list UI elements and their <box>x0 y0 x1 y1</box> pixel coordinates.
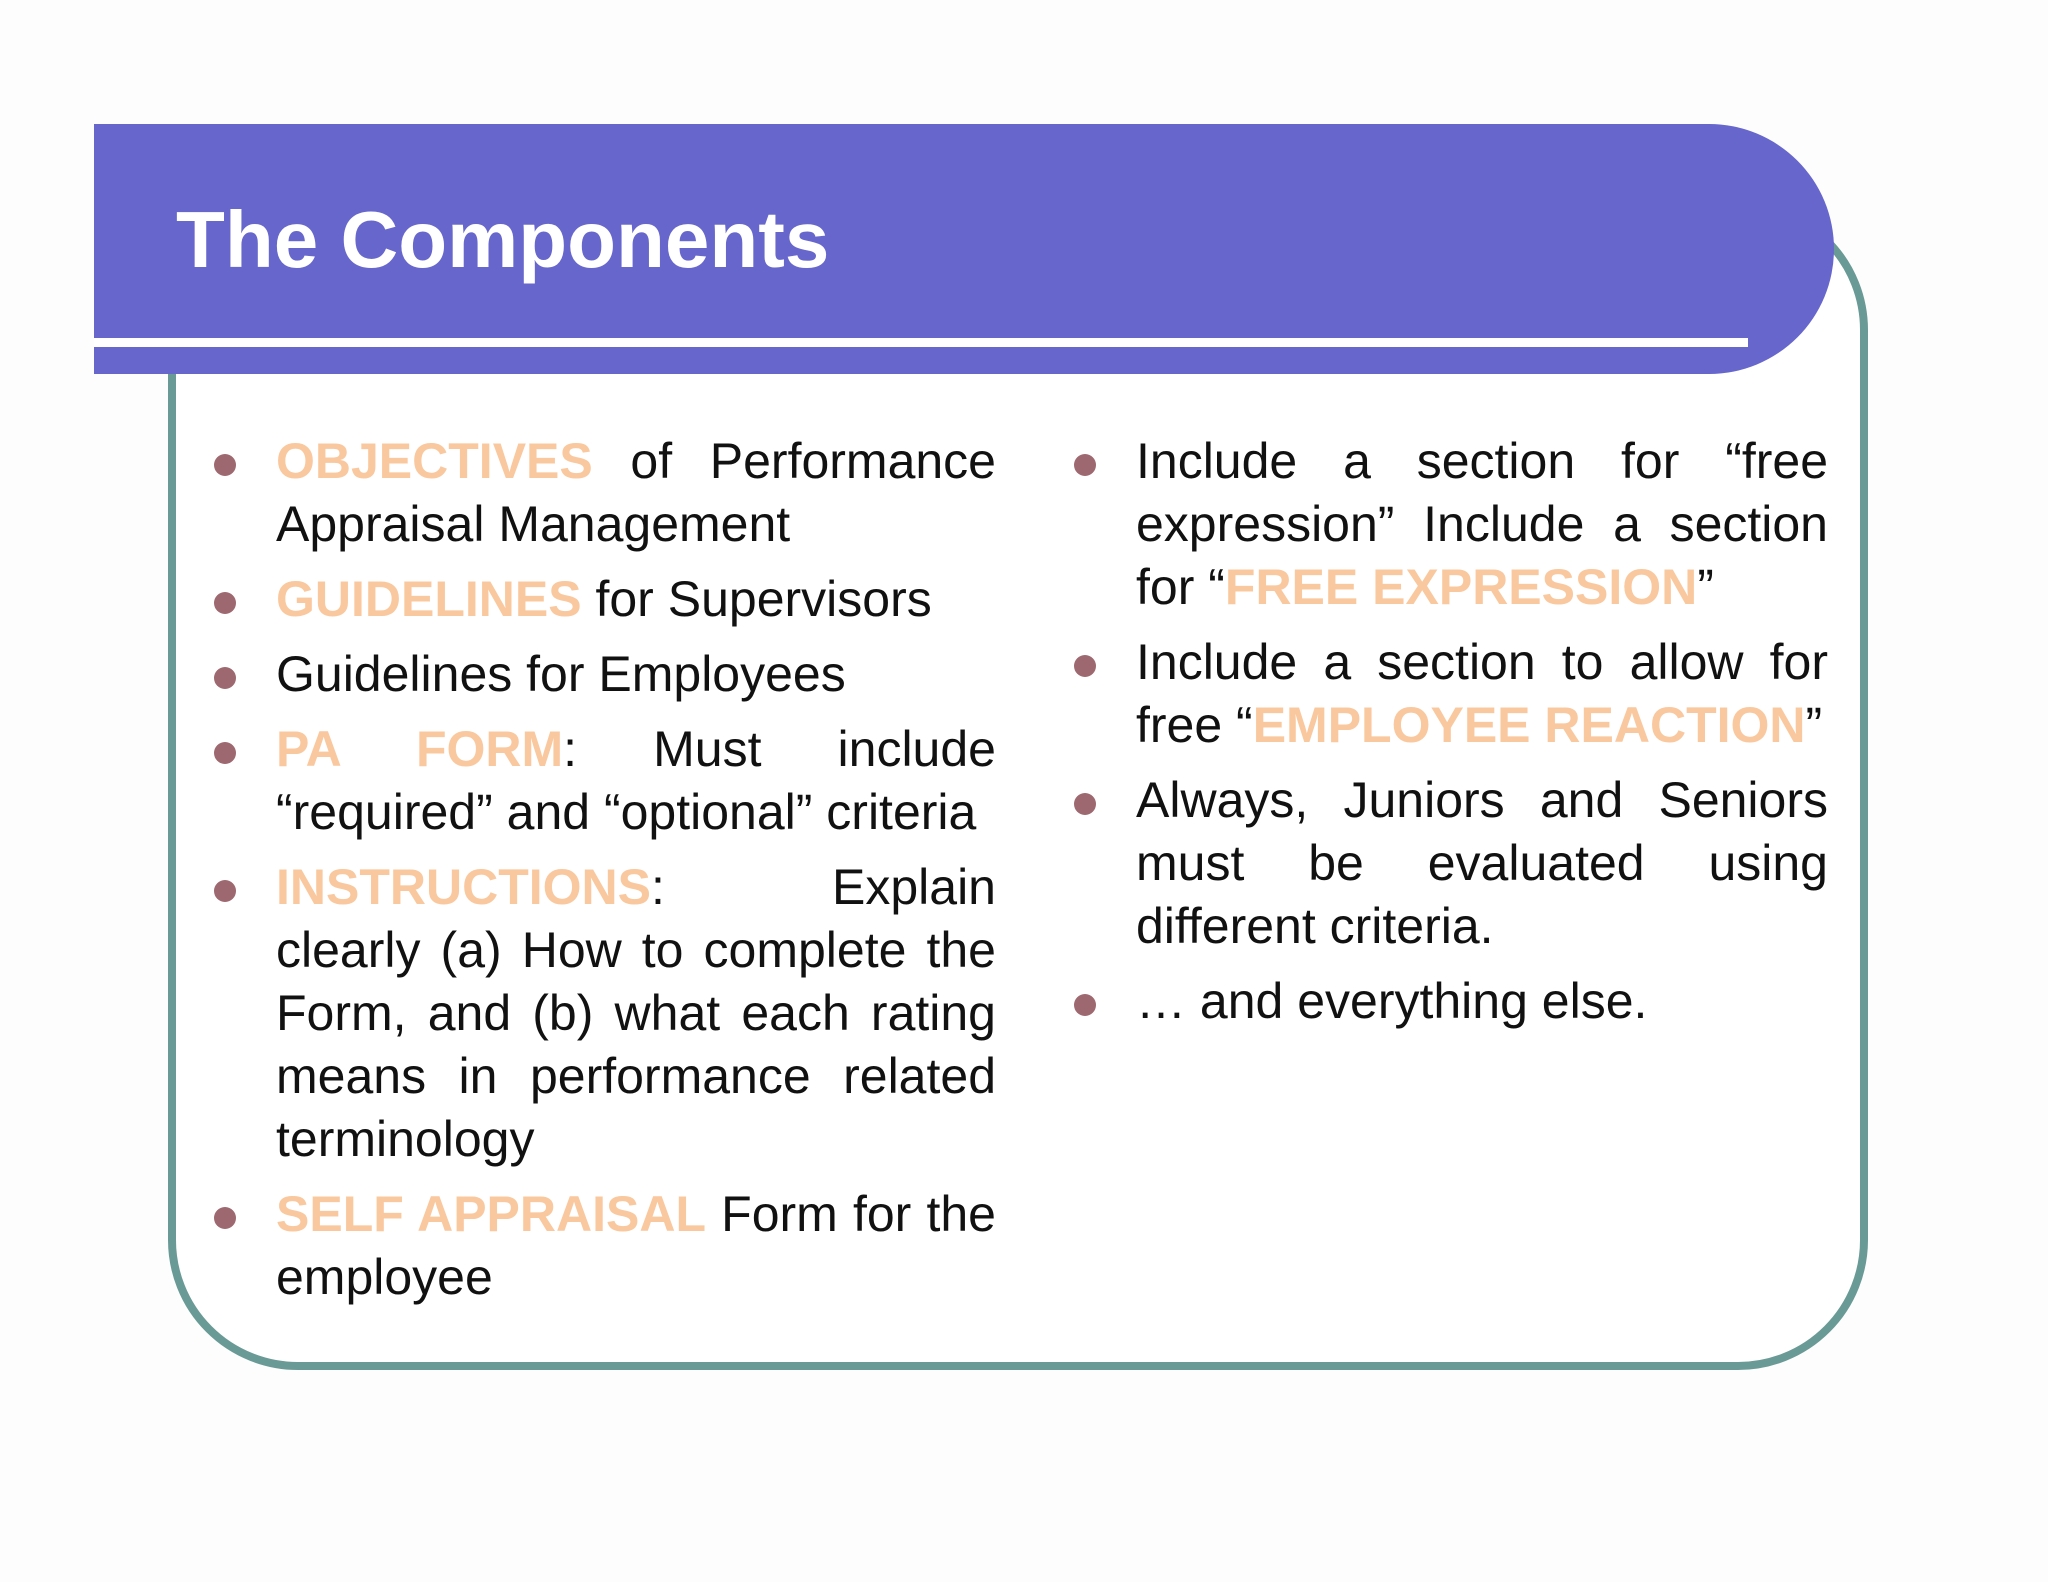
bullet-guidelines-supervisors <box>206 568 996 631</box>
bullet-text: for Supervisors <box>581 571 932 627</box>
bullet-guidelines-employees <box>206 643 996 706</box>
bullet-text: : Explain clearly (a) How to complete the Form, and (b) what each rating means in performance related terminology <box>276 859 996 1167</box>
bullet-dot-icon <box>1074 454 1096 476</box>
highlight-text: EMPLOYEE REACTION <box>1252 697 1806 753</box>
bullet-dot-icon <box>214 880 236 902</box>
slide-title: The Components <box>176 195 830 284</box>
bullet-dot-icon <box>214 592 236 614</box>
bullet-instructions <box>206 856 996 1171</box>
bullet-text-end: ” <box>1805 697 1823 753</box>
bullet-text: of Performance Appraisal Management <box>276 433 996 552</box>
bullet-dot-icon <box>1074 655 1096 677</box>
bullet-juniors-seniors <box>1066 769 1828 958</box>
bullet-text: : Must include “required” and “optional” criteria <box>276 721 996 840</box>
highlight-text: FREE EXPRESSION <box>1224 559 1698 615</box>
left-bullet-list <box>206 430 996 1321</box>
bullet-text: Include a section for “free expression” Include a section for “ <box>1136 433 1828 615</box>
bullet-text: Always, Juniors and Seniors must be evaluated using different criteria. <box>1136 772 1828 954</box>
bullet-dot-icon <box>214 454 236 476</box>
bullet-self-appraisal <box>206 1183 996 1309</box>
bullet-employee-reaction <box>1066 631 1828 757</box>
bullet-dot-icon <box>214 1207 236 1229</box>
highlight-text: OBJECTIVES <box>276 433 593 489</box>
bullet-text-end: ” <box>1697 559 1714 615</box>
bullet-text: Form for the employee <box>276 1186 996 1305</box>
bullet-text: … and everything else. <box>1136 973 1648 1029</box>
bullet-free-expression <box>1066 430 1828 619</box>
bullet-text: Include a section to allow for free “ <box>1136 634 1828 753</box>
bullet-pa-form <box>206 718 996 844</box>
bullet-dot-icon <box>1074 994 1096 1016</box>
bullet-dot-icon <box>1074 793 1096 815</box>
highlight-text: SELF APPRAISAL <box>276 1186 707 1242</box>
right-bullet-list <box>1066 430 1828 1045</box>
title-underline <box>94 338 1748 347</box>
bullet-dot-icon <box>214 667 236 689</box>
highlight-text: PA FORM <box>276 721 564 777</box>
highlight-text: GUIDELINES <box>276 571 582 627</box>
bullet-everything-else <box>1066 970 1828 1033</box>
bullet-objectives <box>206 430 996 556</box>
bullet-text: Guidelines for Employees <box>276 646 846 702</box>
bullet-dot-icon <box>214 742 236 764</box>
highlight-text: INSTRUCTIONS <box>276 859 651 915</box>
